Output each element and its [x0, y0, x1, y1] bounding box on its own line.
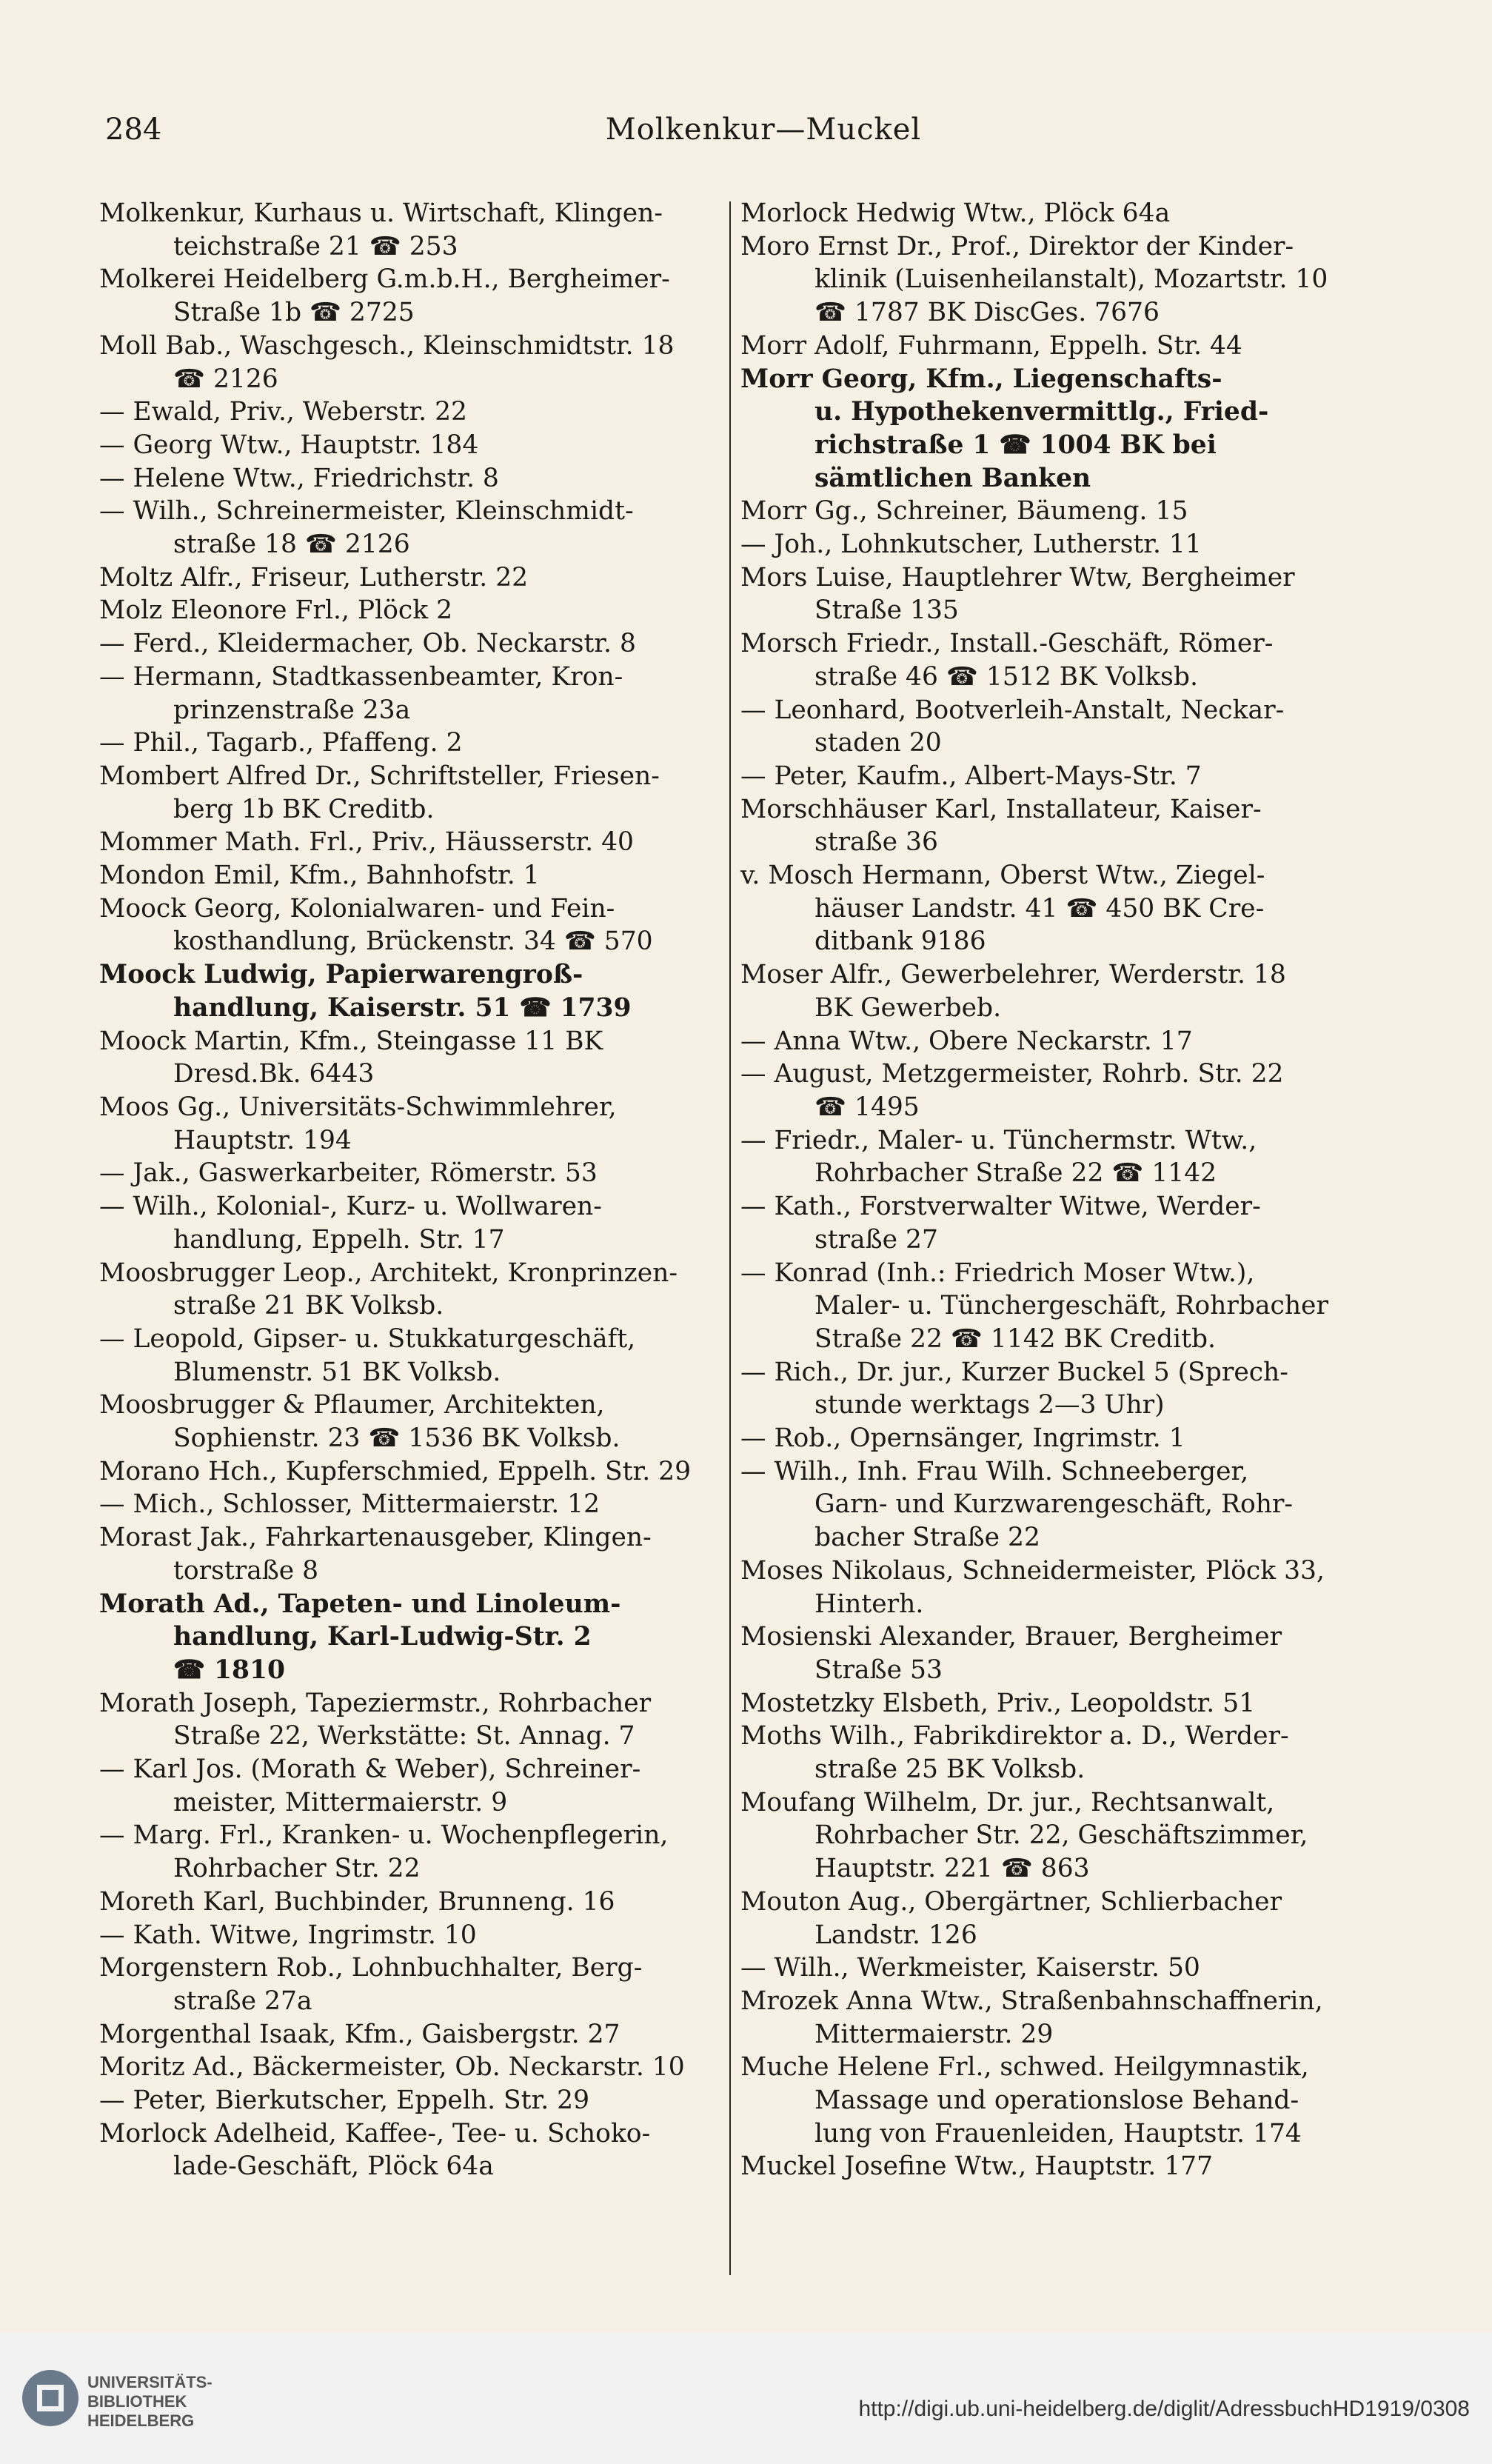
directory-entry: Mondon Emil, Kfm., Bahnhofstr. 1 — [99, 861, 540, 891]
directory-entry: — Leopold, Gipser- u. Stukkaturgeschäft, Blumenstr. 51 BK Volksb. — [99, 1323, 636, 1387]
directory-entry: Moock Martin, Kfm., Steingasse 11 BK Dresd.Bk. 6443 — [99, 1026, 603, 1089]
directory-entry: — Wilh., Schreinermeister, Kleinschmidt- straße 18 ☎ 2126 — [99, 496, 634, 560]
directory-entry: Molz Eleonore Frl., Plöck 2 — [99, 595, 453, 626]
directory-entry: Moltz Alfr., Friseur, Lutherstr. 22 — [99, 562, 529, 592]
page-header — [105, 113, 1422, 172]
directory-entry: — Helene Wtw., Friedrichstr. 8 — [99, 463, 499, 493]
directory-entry: Morast Jak., Fahrkartenausgeber, Klingen- torstraße 8 — [99, 1523, 652, 1586]
directory-entry: — Wilh., Inh. Frau Wilh. Schneeberger, Garn- und Kurzwarengeschäft, Rohr- bacher Straße 22 — [740, 1456, 1294, 1553]
directory-entry: — Peter, Bierkutscher, Eppelh. Str. 29 — [99, 2086, 590, 2116]
directory-entry: Moock Georg, Kolonialwaren- und Fein- kosthandlung, Brückenstr. 34 ☎ 570 — [99, 893, 653, 957]
directory-entry: — August, Metzgermeister, Rohrb. Str. 22 ☎ 1495 — [740, 1059, 1284, 1122]
directory-entry: Moufang Wilhelm, Dr. jur., Rechtsanwalt, Rohrbacher Str. 22, Geschäftszimmer, Hauptstr. 221 ☎ 863 — [740, 1787, 1308, 1884]
directory-entry: Morgenthal Isaak, Kfm., Gaisbergstr. 27 — [99, 2019, 620, 2049]
directory-entry: — Marg. Frl., Kranken- u. Wochenpflegerin, Rohrbacher Str. 22 — [99, 1820, 669, 1884]
page-number: 284 — [105, 113, 162, 147]
directory-entry: Mrozek Anna Wtw., Straßenbahnschaffnerin, Mittermaierstr. 29 — [740, 1986, 1323, 2049]
directory-entry: Mostetzky Elsbeth, Priv., Leopoldstr. 51 — [740, 1688, 1256, 1718]
directory-entry: Morsch Friedr., Install.-Geschäft, Römer- straße 46 ☎ 1512 BK Volksb. — [740, 629, 1274, 692]
directory-entry: v. Mosch Hermann, Oberst Wtw., Ziegel- häuser Landstr. 41 ☎ 450 BK Cre- ditbank 9186 — [740, 861, 1265, 957]
directory-entry: Morgenstern Rob., Lohnbuchhalter, Berg- straße 27a — [99, 1953, 643, 2016]
directory-entry: Muche Helene Frl., schwed. Heilgymnastik, Massage und operationslose Behand- lung von Frauenleiden, Hauptstr. 174 — [740, 2052, 1309, 2149]
directory-entry: Mouton Aug., Obergärtner, Schlierbacher Landstr. 126 — [740, 1886, 1282, 1950]
library-name-line-3: HEIDELBERG — [87, 2411, 195, 2430]
column-divider — [729, 201, 731, 2275]
directory-entry: Moreth Karl, Buchbinder, Brunneng. 16 — [99, 1886, 615, 1917]
library-name — [87, 2373, 213, 2431]
directory-entry: Moro Ernst Dr., Prof., Direktor der Kinder- klinik (Luisenheilanstalt), Mozartstr. 10 ☎ 1787 BK DiscGes. 7676 — [740, 231, 1328, 328]
directory-entry: — Mich., Schlosser, Mittermaierstr. 12 — [99, 1489, 601, 1520]
library-name-line-1: UNIVERSITÄTS- — [87, 2373, 213, 2391]
directory-entry: — Kath. Witwe, Ingrimstr. 10 — [99, 1920, 477, 1950]
directory-entry: Morr Adolf, Fuhrmann, Eppelh. Str. 44 — [740, 330, 1242, 361]
directory-entry: Morr Georg, Kfm., Liegenschafts- u. Hypothekenvermittlg., Fried- richstraße 1 ☎ 1004 BK bei sämtlichen Banken — [740, 364, 1269, 493]
directory-entry: Morlock Adelheid, Kaffee-, Tee- u. Schoko- lade-Geschäft, Plöck 64a — [99, 2118, 651, 2182]
directory-entry: Morano Hch., Kupferschmied, Eppelh. Str. 29 — [99, 1456, 692, 1486]
footer-bar — [0, 2333, 1492, 2464]
directory-entry: — Anna Wtw., Obere Neckarstr. 17 — [740, 1026, 1193, 1056]
directory-entry: — Ewald, Priv., Weberstr. 22 — [99, 397, 467, 427]
directory-entry: — Rob., Opernsänger, Ingrimstr. 1 — [740, 1423, 1185, 1454]
directory-entry: — Ferd., Kleidermacher, Ob. Neckarstr. 8 — [99, 629, 636, 659]
directory-entry: — Joh., Lohnkutscher, Lutherstr. 11 — [740, 530, 1202, 560]
library-name-line-2: BIBLIOTHEK — [87, 2392, 187, 2411]
directory-entry: Mommer Math. Frl., Priv., Häusserstr. 40 — [99, 827, 635, 858]
directory-entry: Moll Bab., Waschgesch., Kleinschmidtstr. 18 ☎ 2126 — [99, 330, 675, 394]
directory-entry: Mosienski Alexander, Brauer, Bergheimer Straße 53 — [740, 1622, 1282, 1685]
directory-entry: Morath Joseph, Tapeziermstr., Rohrbacher Straße 22, Werkstätte: St. Annag. 7 — [99, 1688, 652, 1752]
directory-entry: Molkenkur, Kurhaus u. Wirtschaft, Klingen- teichstraße 21 ☎ 253 — [99, 198, 663, 261]
directory-entry: — Georg Wtw., Hauptstr. 184 — [99, 430, 479, 460]
directory-entry: Moosbrugger & Pflaumer, Architekten, Sophienstr. 23 ☎ 1536 BK Volksb. — [99, 1390, 620, 1454]
directory-entry: — Wilh., Kolonial-, Kurz- u. Wollwaren- handlung, Eppelh. Str. 17 — [99, 1192, 602, 1255]
directory-entry: Morr Gg., Schreiner, Bäumeng. 15 — [740, 496, 1188, 527]
directory-entry: — Hermann, Stadtkassenbeamter, Kron- prinzenstraße 23a — [99, 661, 623, 725]
directory-entry: Morath Ad., Tapeten- und Linoleum- handlung, Karl-Ludwig-Str. 2 ☎ 1810 — [99, 1589, 621, 1685]
directory-entry: — Friedr., Maler- u. Tünchermstr. Wtw., Rohrbacher Straße 22 ☎ 1142 — [740, 1125, 1257, 1189]
directory-entry: Mombert Alfred Dr., Schriftsteller, Friesen- berg 1b BK Creditb. — [99, 761, 660, 824]
directory-entry: — Rich., Dr. jur., Kurzer Buckel 5 (Sprech- stunde werktags 2—3 Uhr) — [740, 1357, 1288, 1420]
directory-entry: Moths Wilh., Fabrikdirektor a. D., Werder- straße 25 BK Volksb. — [740, 1721, 1289, 1785]
directory-entry: Morlock Hedwig Wtw., Plöck 64a — [740, 198, 1171, 228]
directory-entry: — Leonhard, Bootverleih-Anstalt, Neckar- staden 20 — [740, 695, 1285, 758]
left-column — [99, 197, 729, 2183]
directory-entry: Moses Nikolaus, Schneidermeister, Plöck 33, Hinterh. — [740, 1555, 1325, 1619]
running-head: Molkenkur—Muckel — [605, 113, 922, 147]
directory-entry: — Wilh., Werkmeister, Kaiserstr. 50 — [740, 1953, 1200, 1983]
directory-entry: Mors Luise, Hauptlehrer Wtw, Bergheimer Straße 135 — [740, 562, 1295, 626]
right-column — [740, 197, 1370, 2183]
directory-entry: — Jak., Gaswerkarbeiter, Römerstr. 53 — [99, 1158, 598, 1189]
directory-entry: Muckel Josefine Wtw., Hauptstr. 177 — [740, 2151, 1214, 2182]
directory-entry: — Karl Jos. (Morath & Weber), Schreiner- meister, Mittermaierstr. 9 — [99, 1754, 641, 1817]
directory-entry: — Kath., Forstverwalter Witwe, Werder- straße 27 — [740, 1192, 1261, 1255]
directory-entry: Molkerei Heidelberg G.m.b.H., Bergheimer- Straße 1b ☎ 2725 — [99, 264, 670, 328]
source-url[interactable]: http://digi.ub.uni-heidelberg.de/diglit/AdressbuchHD1919/0308 — [858, 2397, 1470, 2421]
directory-entry: Moock Ludwig, Papierwarengroß- handlung, Kaiserstr. 51 ☎ 1739 — [99, 960, 632, 1023]
directory-entry: Moritz Ad., Bäckermeister, Ob. Neckarstr. 10 — [99, 2052, 685, 2083]
directory-entry: Moosbrugger Leop., Architekt, Kronprinzen- straße 21 BK Volksb. — [99, 1258, 678, 1321]
directory-entry: Morschhäuser Karl, Installateur, Kaiser- straße 36 — [740, 794, 1262, 858]
directory-entry: — Konrad (Inh.: Friedrich Moser Wtw.), Maler- u. Tünchergeschäft, Rohrbacher Straße 22 ☎ 1142 BK Creditb. — [740, 1258, 1328, 1354]
directory-entry: Moos Gg., Universitäts-Schwimmlehrer, Hauptstr. 194 — [99, 1092, 617, 1155]
directory-entry: — Peter, Kaufm., Albert-Mays-Str. 7 — [740, 761, 1202, 791]
directory-entry: Moser Alfr., Gewerbelehrer, Werderstr. 18 BK Gewerbeb. — [740, 960, 1286, 1023]
directory-entry: — Phil., Tagarb., Pfaffeng. 2 — [99, 728, 463, 758]
